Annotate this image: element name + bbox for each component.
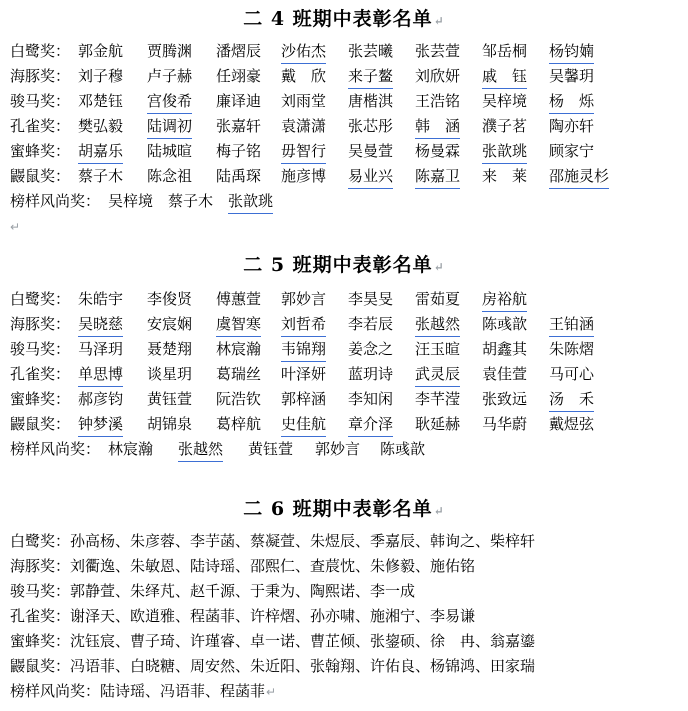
s2-row-bailu: 白鹭奖： 朱皓宇 李俊贤 傅蕙萱 郭妙言 李昊旻 雷茹夏 房裕航 <box>10 287 70 311</box>
section-2-title: 二 5 班期中表彰名单↵ <box>243 254 445 276</box>
name: 来 莱 <box>482 167 528 185</box>
s3-row-mifeng: 蜜蜂奖：沈钰宸、曹子琦、许瑾睿、卓一诺、曹芷倾、张鋆硕、徐 冉、翁嘉鎏 <box>10 632 536 650</box>
name: 蔡子木 <box>168 192 214 210</box>
name: 郭妙言 <box>281 290 327 308</box>
name: 韩 涵 <box>415 114 460 139</box>
name: 濮子茗 <box>482 117 528 135</box>
section-3-title: 二 6 班期中表彰名单↵ <box>243 498 445 520</box>
name: 吴曼萱 <box>348 142 394 160</box>
name: 邹岳桐 <box>482 42 528 60</box>
name: 袁佳萱 <box>482 365 528 383</box>
name: 施彦博 <box>281 167 327 185</box>
s3-row-junma: 骏马奖：郭静萱、朱绎芃、赵千源、于秉为、陶熙诺、李一成 <box>10 582 416 600</box>
name: 刘雨堂 <box>281 92 327 110</box>
name: 谈星玥 <box>147 365 193 383</box>
name: 宫俊希 <box>147 89 192 114</box>
name: 刘子穆 <box>78 67 124 85</box>
name: 陈念祖 <box>147 167 193 185</box>
name: 来子鳌 <box>348 64 393 89</box>
s3-row-haitun: 海豚奖：刘衢逸、朱敏恩、陆诗瑶、邵熙仁、查莀忱、朱修毅、施佑铭 <box>10 557 476 575</box>
name: 安宸娴 <box>147 315 193 333</box>
name: 李若辰 <box>348 315 394 333</box>
name: 张越然 <box>178 437 223 462</box>
name: 毋智行 <box>281 139 326 164</box>
name: 廉译迪 <box>216 92 262 110</box>
name: 卢子赫 <box>147 67 193 85</box>
name: 蓝玥诗 <box>348 365 394 383</box>
name: 黄钰萱 <box>147 390 193 408</box>
name: 杨 烁 <box>549 89 594 114</box>
name: 张芸萱 <box>415 42 461 60</box>
name: 胡鑫其 <box>482 340 528 358</box>
name: 戴 欣 <box>281 67 327 85</box>
name: 武灵辰 <box>415 362 460 387</box>
name: 张歆珧 <box>482 139 527 164</box>
name: 吴梓境 <box>108 192 154 210</box>
name: 钟梦溪 <box>78 412 123 437</box>
name: 陆城暄 <box>147 142 193 160</box>
s1-row-haitun: 海豚奖： 刘子穆 卢子赫 任翊豪 戴 欣 来子鳌 刘欣妍 戚 钰 吴馨玥 <box>10 64 70 88</box>
s3-row-kongque: 孔雀奖：谢泽天、欧逍雅、程菡菲、许梓熠、孙亦啸、施湘宁、李易谦 <box>10 607 476 625</box>
name: 李昊旻 <box>348 290 394 308</box>
name: 吴馨玥 <box>549 67 595 85</box>
name: 陈彧歆 <box>380 440 426 458</box>
name: 邓楚钰 <box>78 92 124 110</box>
name: 傅蕙萱 <box>216 290 262 308</box>
s1-row-junma: 骏马奖： 邓楚钰 宫俊希 廉译迪 刘雨堂 唐楷淇 王浩铭 吴梓境 杨 烁 <box>10 89 70 113</box>
name: 戚 钰 <box>482 64 527 89</box>
name: 张越然 <box>415 312 460 337</box>
name: 邵施灵杉 <box>549 164 609 189</box>
s2-row-bangyang: 榜样风尚奖： 林宸瀚 张越然 黄钰萱 郭妙言 陈彧歆 <box>10 437 100 461</box>
name: 林宸瀚 <box>108 440 154 458</box>
name: 陆调初 <box>147 114 192 139</box>
name: 单思博 <box>78 362 123 387</box>
name: 房裕航 <box>482 287 527 312</box>
s1-row-kongque: 孔雀奖： 樊弘毅 陆调初 张嘉轩 袁潇潇 张芯彤 韩 涵 濮子茗 陶亦轩 <box>10 114 70 138</box>
s2-row-kongque: 孔雀奖： 单思博 谈星玥 葛瑞丝 叶泽妍 蓝玥诗 武灵辰 袁佳萱 马可心 <box>10 362 70 386</box>
name: 张致远 <box>482 390 528 408</box>
name: 陆禹琛 <box>216 167 262 185</box>
section-1-title: 二 4 班期中表彰名单↵ <box>243 8 445 30</box>
name: 王浩铭 <box>415 92 461 110</box>
name: 张歆珧 <box>228 189 273 214</box>
name: 葛梓航 <box>216 415 262 433</box>
name: 张芸曦 <box>348 42 394 60</box>
s2-row-yanshu: 鼹鼠奖： 钟梦溪 胡锦泉 葛梓航 史佳航 章介泽 耿延赫 马华蔚 戴煜弦 <box>10 412 70 436</box>
s3-row-bailu: 白鹭奖：孙高杨、朱彦蓉、李芋菡、蔡凝萱、朱煜辰、季嘉辰、韩询之、柴梓轩 <box>10 532 536 550</box>
name: 梅子铭 <box>216 142 262 160</box>
name: 章介泽 <box>348 412 393 437</box>
name: 杨钧婻 <box>549 39 594 64</box>
name: 蔡子木 <box>78 167 124 185</box>
name: 胡嘉乐 <box>78 139 123 164</box>
s3-row-yanshu: 鼹鼠奖：冯语菲、白晓糖、周安然、朱近阳、张翰翔、许佑良、杨锦鸿、田家瑞 <box>10 657 536 675</box>
name: 黄钰萱 <box>248 440 294 458</box>
name: 郭金航 <box>78 42 124 60</box>
name: 葛瑞丝 <box>216 365 262 383</box>
name: 袁潇潇 <box>281 117 327 135</box>
name: 朱陈熠 <box>549 340 595 358</box>
name: 易业兴 <box>348 164 393 189</box>
name: 林宸瀚 <box>216 340 262 358</box>
name: 潘熠辰 <box>216 42 262 60</box>
name: 耿延赫 <box>415 415 461 433</box>
paragraph-mark: ↵ <box>10 220 21 234</box>
name: 汤 禾 <box>549 387 594 412</box>
s1-row-mifeng: 蜜蜂奖： 胡嘉乐 陆城暄 梅子铭 毋智行 吴曼萱 杨曼霖 张歆珧 顾家宁 <box>10 139 70 163</box>
name: 沙佑杰 <box>281 39 326 64</box>
name: 雷茹夏 <box>415 290 461 308</box>
name: 陈彧歆 <box>482 315 528 333</box>
name: 韦锦翔 <box>281 337 326 362</box>
name: 马可心 <box>549 365 595 383</box>
name: 胡锦泉 <box>147 415 193 433</box>
s2-row-haitun: 海豚奖： 吴晓慈 安宸娴 虞智寒 刘哲希 李若辰 张越然 陈彧歆 王铂涵 <box>10 312 70 336</box>
name: 陈嘉卫 <box>415 164 460 189</box>
s3-row-bangyang: 榜样风尚奖：陆诗瑶、冯语菲、程菡菲↵ <box>10 682 277 700</box>
name: 刘哲希 <box>281 312 326 337</box>
name: 唐楷淇 <box>348 92 394 110</box>
name: 史佳航 <box>281 412 326 437</box>
name: 顾家宁 <box>549 142 595 160</box>
name: 吴晓慈 <box>78 312 123 337</box>
name: 马华蔚 <box>482 415 528 433</box>
name: 杨曼霖 <box>415 142 461 160</box>
name: 姜念之 <box>348 340 394 358</box>
name: 张芯彤 <box>348 117 394 135</box>
name: 朱皓宇 <box>78 290 124 308</box>
name: 李芊滢 <box>415 390 461 408</box>
name: 吴梓境 <box>482 92 528 110</box>
name: 郭梓涵 <box>281 390 327 408</box>
name: 樊弘毅 <box>78 117 124 135</box>
name: 刘欣妍 <box>415 67 461 85</box>
name: 戴煜弦 <box>549 415 595 433</box>
name: 虞智寒 <box>216 312 261 337</box>
name: 汪玉暄 <box>415 340 461 358</box>
name: 马泽玥 <box>78 340 124 358</box>
name: 李俊贤 <box>147 290 193 308</box>
name: 李知闲 <box>348 390 394 408</box>
s1-row-bangyang: 榜样风尚奖： 吴梓境 蔡子木 张歆珧 <box>10 189 100 213</box>
s1-row-bailu: 白鹭奖： 郭金航 贾腾渊 潘熠辰 沙佑杰 张芸曦 张芸萱 邹岳桐 杨钧婻 <box>10 39 70 63</box>
name: 阮浩钦 <box>216 390 262 408</box>
name: 王铂涵 <box>549 312 594 337</box>
name: 任翊豪 <box>216 67 262 85</box>
name: 陶亦轩 <box>549 117 595 135</box>
s2-row-mifeng: 蜜蜂奖： 郝彦钧 黄钰萱 阮浩钦 郭梓涵 李知闲 李芊滢 张致远 汤 禾 <box>10 387 70 411</box>
name: 张嘉轩 <box>216 117 262 135</box>
s1-row-yanshu: 鼹鼠奖： 蔡子木 陈念祖 陆禹琛 施彦博 易业兴 陈嘉卫 来 莱 邵施灵杉 <box>10 164 70 188</box>
s2-row-junma: 骏马奖： 马泽玥 聂楚翔 林宸瀚 韦锦翔 姜念之 汪玉暄 胡鑫其 朱陈熠 <box>10 337 70 361</box>
name: 聂楚翔 <box>147 340 193 358</box>
name: 郝彦钧 <box>78 390 124 408</box>
name: 郭妙言 <box>315 440 361 458</box>
name: 贾腾渊 <box>147 42 193 60</box>
name: 叶泽妍 <box>281 365 327 383</box>
